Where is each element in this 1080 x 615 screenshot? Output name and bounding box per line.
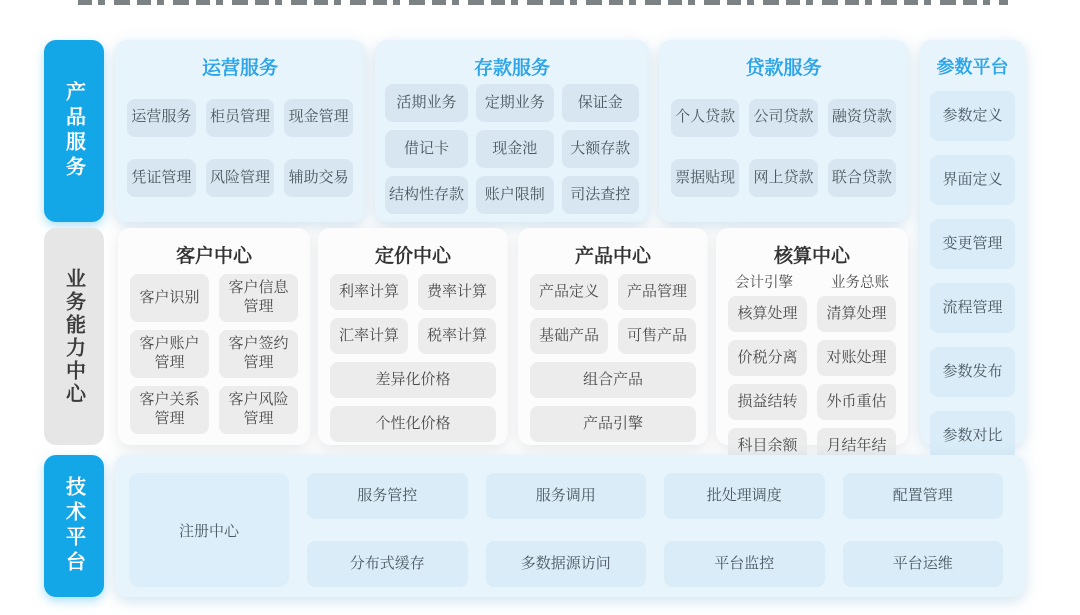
tech-platform-panel bbox=[115, 455, 1025, 597]
tech-chip: 配置管理 bbox=[843, 473, 1004, 519]
accounting-chip: 核算处理 bbox=[728, 296, 807, 332]
customer-chip: 客户识别 bbox=[130, 274, 209, 322]
deposit-chip: 大额存款 bbox=[562, 130, 640, 168]
loan-chip: 网上贷款 bbox=[749, 159, 817, 197]
customer-title: 客户中心 bbox=[175, 246, 252, 267]
product-chip: 可售产品 bbox=[618, 318, 696, 354]
param-chip: 流程管理 bbox=[930, 283, 1015, 333]
customer-chip: 客户签约管理 bbox=[219, 330, 298, 378]
ops-grid bbox=[115, 80, 365, 222]
deposit-panel bbox=[375, 40, 649, 222]
ops-title: 运营服务 bbox=[201, 58, 278, 79]
tech-grid bbox=[307, 473, 1003, 587]
product-chip: 组合产品 bbox=[530, 362, 696, 398]
accounting-grid bbox=[716, 292, 908, 476]
accounting-chip: 月结年结 bbox=[817, 428, 896, 464]
loan-panel bbox=[659, 40, 908, 222]
accounting-subtitle: 业务总账 bbox=[831, 275, 889, 291]
pricing-chip: 利率计算 bbox=[330, 274, 408, 310]
tech-chip: 平台监控 bbox=[664, 541, 825, 587]
customer-chip: 客户关系管理 bbox=[130, 386, 209, 434]
deposit-chip: 现金池 bbox=[476, 130, 553, 168]
ops-panel bbox=[115, 40, 365, 222]
clipped-header-text bbox=[78, 0, 1008, 5]
accounting-title: 核算中心 bbox=[773, 246, 850, 267]
tech-chip: 服务管控 bbox=[307, 473, 468, 519]
pricing-title: 定价中心 bbox=[374, 246, 451, 267]
product-center-panel bbox=[518, 228, 708, 445]
pricing-chip: 差异化价格 bbox=[330, 362, 496, 398]
accounting-chip: 损益结转 bbox=[728, 384, 807, 420]
ops-chip: 运营服务 bbox=[127, 99, 196, 137]
product-title: 产品中心 bbox=[574, 246, 651, 267]
pricing-chip: 汇率计算 bbox=[330, 318, 408, 354]
loan-chip: 融资贷款 bbox=[828, 99, 896, 137]
param-chip: 变更管理 bbox=[930, 219, 1015, 269]
tech-chip: 平台运维 bbox=[843, 541, 1004, 587]
param-chip: 界面定义 bbox=[930, 155, 1015, 205]
pricing-center-panel bbox=[318, 228, 508, 445]
customer-chip: 客户风险管理 bbox=[219, 386, 298, 434]
deposit-chip: 保证金 bbox=[562, 84, 640, 122]
customer-center-panel bbox=[118, 228, 310, 445]
product-grid bbox=[518, 268, 708, 454]
deposit-chip: 结构性存款 bbox=[385, 176, 468, 214]
pricing-chip: 税率计算 bbox=[418, 318, 496, 354]
customer-chip: 客户账户管理 bbox=[130, 330, 209, 378]
accounting-chip: 外币重估 bbox=[817, 384, 896, 420]
product-services-label: 产品服务 bbox=[44, 40, 104, 222]
loan-chip: 联合贷款 bbox=[828, 159, 896, 197]
accounting-subtitle: 会计引擎 bbox=[735, 275, 793, 291]
accounting-center-panel bbox=[716, 228, 908, 454]
deposit-chip: 活期业务 bbox=[385, 84, 468, 122]
param-chip: 参数发布 bbox=[930, 347, 1015, 397]
deposit-chip: 司法查控 bbox=[562, 176, 640, 214]
ops-chip: 现金管理 bbox=[284, 99, 353, 137]
accounting-chip: 对账处理 bbox=[817, 340, 896, 376]
registry-center-box: 注册中心 bbox=[129, 473, 289, 587]
ops-chip: 柜员管理 bbox=[206, 99, 275, 137]
deposit-title: 存款服务 bbox=[473, 58, 550, 79]
loan-title: 贷款服务 bbox=[745, 58, 822, 79]
accounting-chip: 价税分离 bbox=[728, 340, 807, 376]
param-chip: 参数定义 bbox=[930, 91, 1015, 141]
product-chip: 产品引擎 bbox=[530, 406, 696, 442]
accounting-chip: 清算处理 bbox=[817, 296, 896, 332]
tech-chip: 分布式缓存 bbox=[307, 541, 468, 587]
pricing-chip: 费率计算 bbox=[418, 274, 496, 310]
param-items bbox=[920, 79, 1025, 475]
pricing-grid bbox=[318, 268, 508, 454]
ops-chip: 风险管理 bbox=[206, 159, 275, 197]
business-capability-label: 业务能力中心 bbox=[44, 228, 104, 445]
param-chip: 参数对比 bbox=[930, 411, 1015, 461]
tech-platform-label: 技术平台 bbox=[44, 455, 104, 597]
deposit-chip: 借记卡 bbox=[385, 130, 468, 168]
deposit-chip: 定期业务 bbox=[476, 84, 553, 122]
loan-chip: 票据贴现 bbox=[671, 159, 739, 197]
param-platform-panel bbox=[920, 40, 1025, 445]
accounting-subtitles bbox=[716, 271, 908, 292]
accounting-chip: 科目余额 bbox=[728, 428, 807, 464]
tech-chip: 批处理调度 bbox=[664, 473, 825, 519]
customer-chip: 客户信息管理 bbox=[219, 274, 298, 322]
tech-chip: 多数据源访问 bbox=[486, 541, 647, 587]
deposit-chip: 账户限制 bbox=[476, 176, 553, 214]
product-chip: 基础产品 bbox=[530, 318, 608, 354]
loan-chip: 个人贷款 bbox=[671, 99, 739, 137]
ops-chip: 辅助交易 bbox=[284, 159, 353, 197]
product-chip: 产品管理 bbox=[618, 274, 696, 310]
customer-grid bbox=[118, 268, 310, 446]
loan-chip: 公司贷款 bbox=[749, 99, 817, 137]
deposit-grid bbox=[375, 80, 649, 224]
loan-grid bbox=[659, 80, 908, 222]
product-chip: 产品定义 bbox=[530, 274, 608, 310]
pricing-chip: 个性化价格 bbox=[330, 406, 496, 442]
ops-chip: 凭证管理 bbox=[127, 159, 196, 197]
tech-chip: 服务调用 bbox=[486, 473, 647, 519]
tech-inner bbox=[115, 455, 1025, 605]
param-title: 参数平台 bbox=[936, 57, 1009, 77]
